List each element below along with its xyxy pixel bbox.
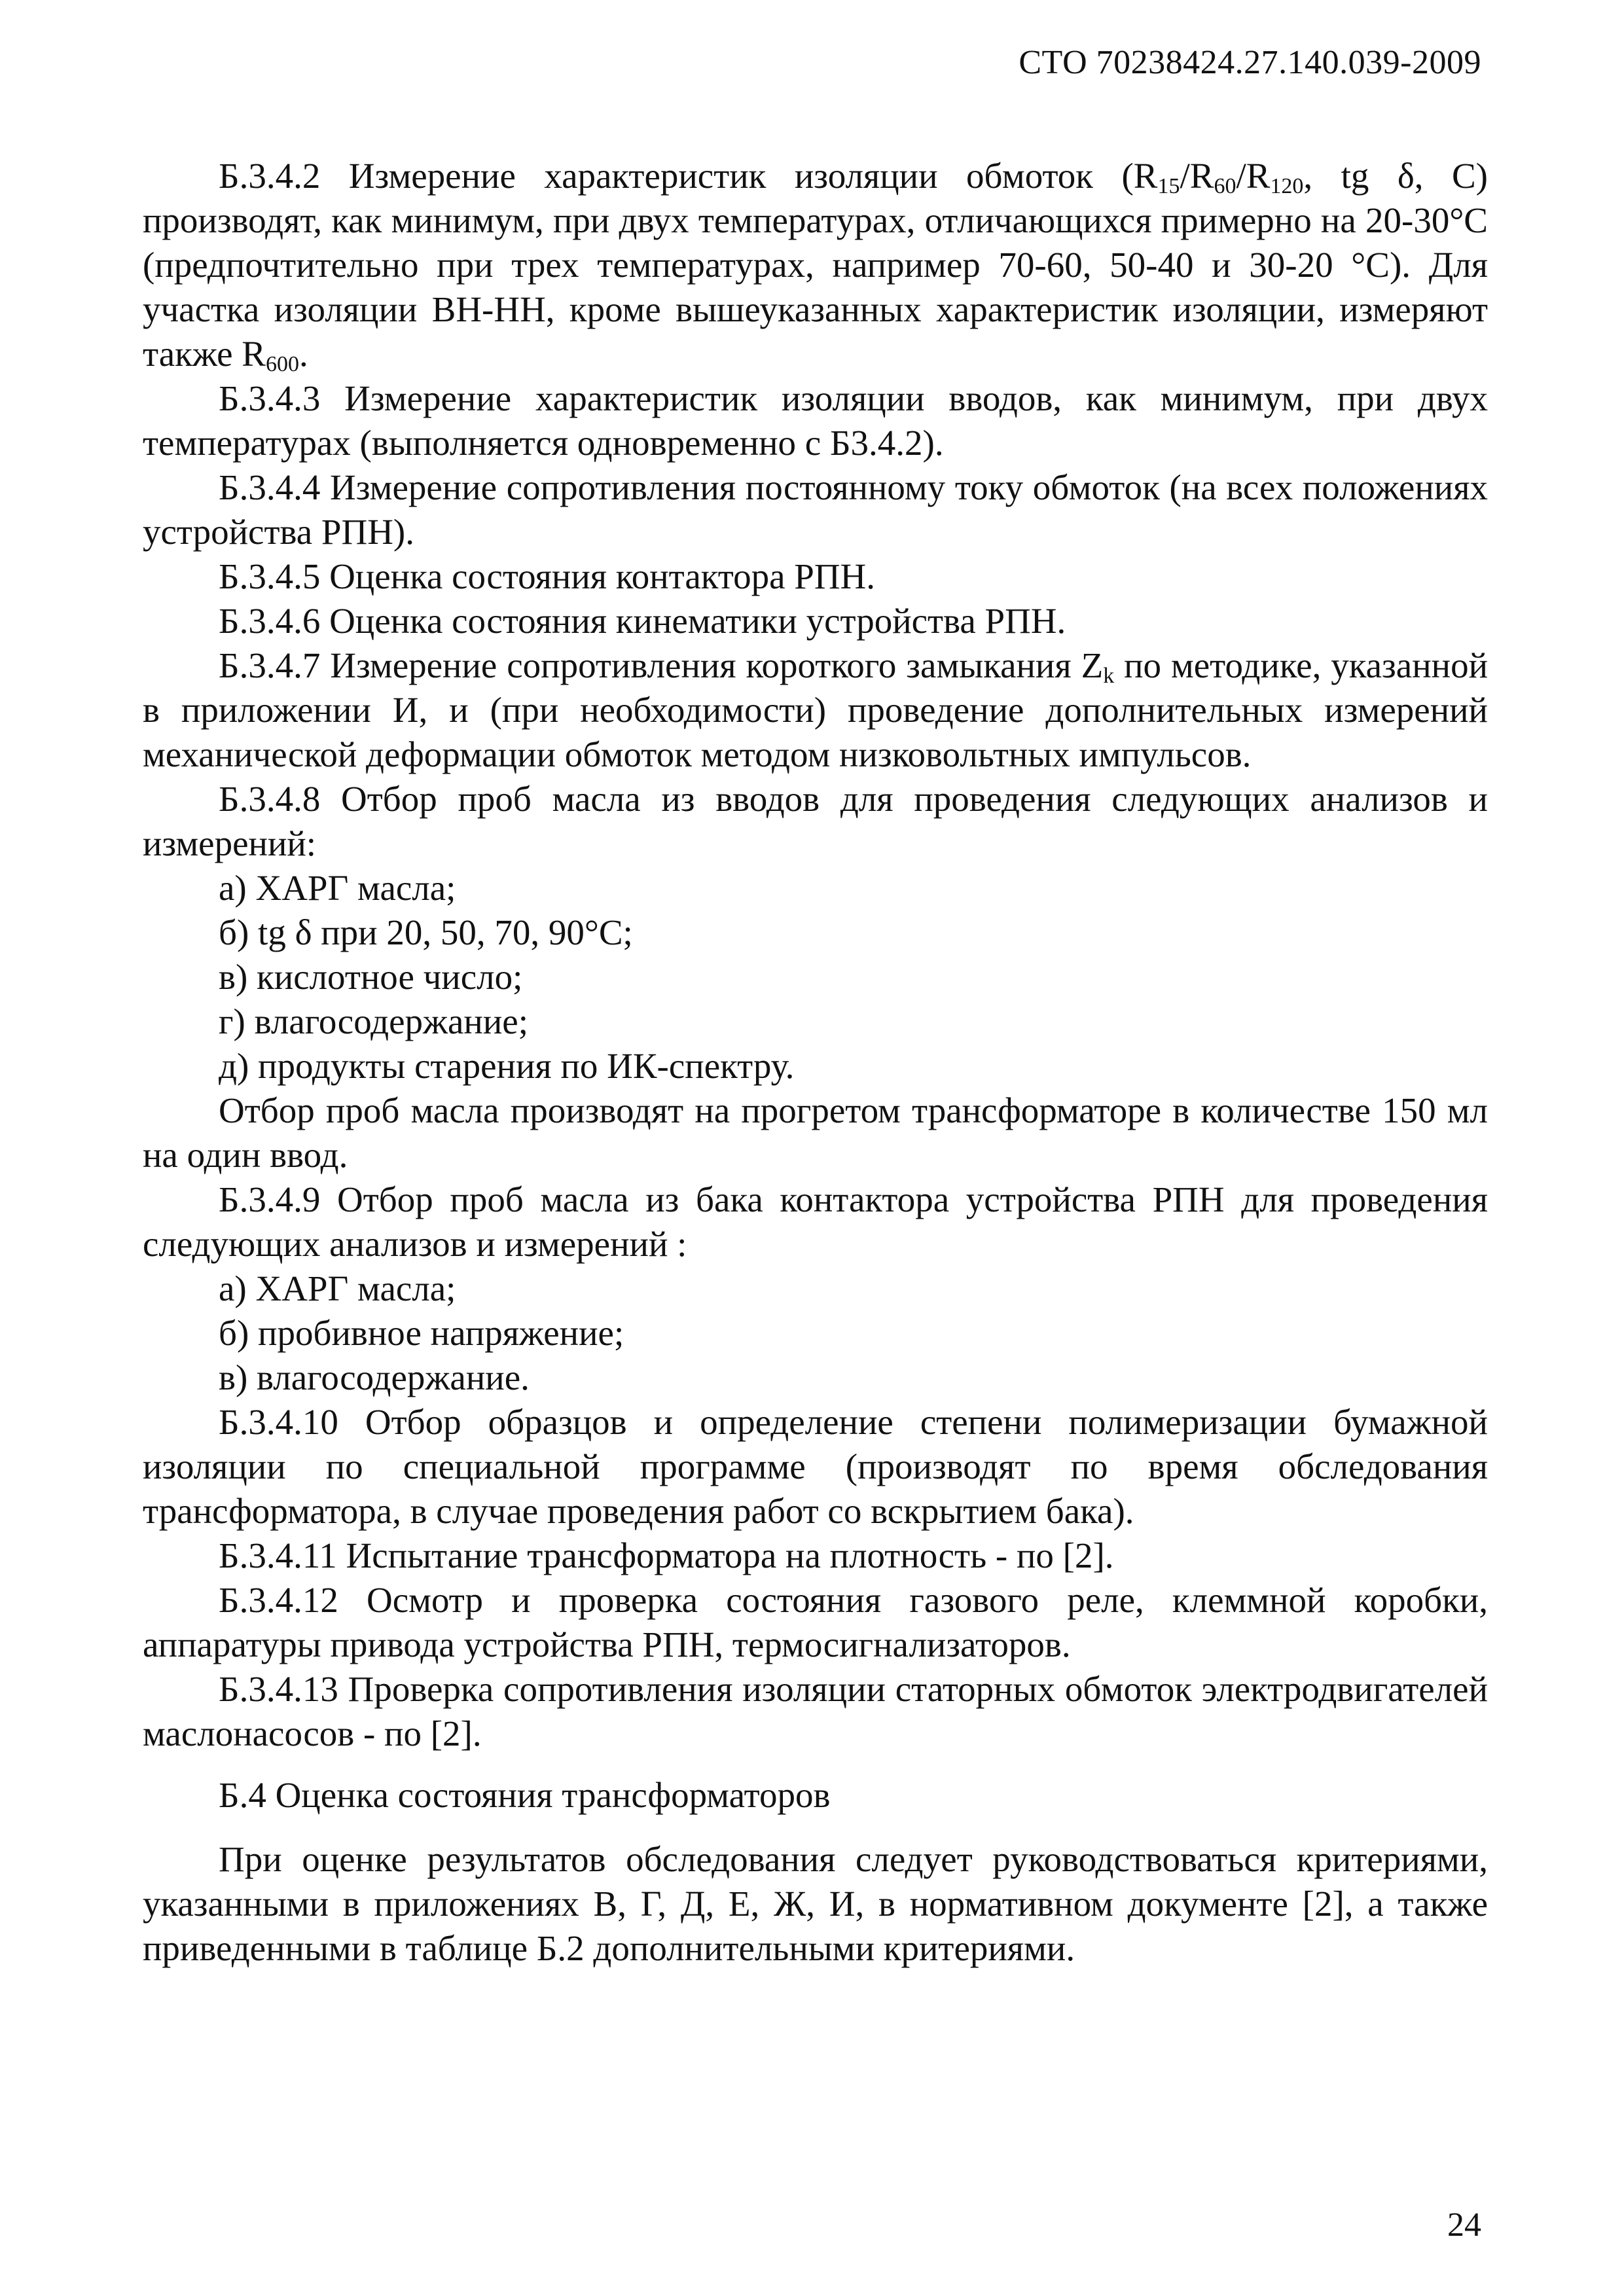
list-item: в) кислотное число; <box>219 957 523 997</box>
paragraph-b3410: Б.3.4.10 Отбор образцов и определение степени полимеризации бумажной изоляции по специальной программе (производят по время обследования трансформатора, в случае проведения работ со вскрытием бака). <box>143 1402 1488 1531</box>
list-item: б) tg δ при 20, 50, 70, 90°С; <box>219 912 633 952</box>
paragraph-b3413: Б.3.4.13 Проверка сопротивления изоляции статорных обмоток электродвигателей маслонасосов - по [2]. <box>143 1669 1488 1753</box>
paragraph-b347: Б.3.4.7 Измерение сопротивления короткого замыкания $Z_k$ по методике, указанной в приложении И, и (при необходимости) проведение дополнительных измерений механической деформации обмоток методом низковольтных импульсов. <box>143 645 1488 774</box>
paragraph-b343: Б.3.4.3 Измерение характеристик изоляции вводов, как минимум, при двух температурах (выполняется одновременно с Б3.4.2). <box>143 378 1488 463</box>
paragraph-b3412: Б.3.4.12 Осмотр и проверка состояния газового реле, клеммной коробки, аппаратуры привода устройства РПН, термосигнализаторов. <box>143 1580 1488 1664</box>
list-item: г) влагосодержание; <box>219 1001 528 1041</box>
section-heading-b4: Б.4 Оценка состояния трансформаторов <box>219 1775 831 1815</box>
paragraph-b346: Б.3.4.6 Оценка состояния кинематики устройства РПН. <box>219 601 1066 641</box>
list-item: а) ХАРГ масла; <box>219 1268 456 1308</box>
list-item: д) продукты старения по ИК-спектру. <box>219 1046 795 1086</box>
paragraph-b349: Б.3.4.9 Отбор проб масла из бака контактора устройства РПН для проведения следующих анализов и измерений : <box>143 1179 1488 1264</box>
list-item: б) пробивное напряжение; <box>219 1313 624 1353</box>
list-item: в) влагосодержание. <box>219 1357 530 1397</box>
document-body <box>143 154 1488 1971</box>
paragraph-b348: Б.3.4.8 Отбор проб масла из вводов для проведения следующих анализов и измерений: <box>143 779 1488 863</box>
paragraph-assessment: При оценке результатов обследования следует руководствоваться критериями, указанными в приложениях В, Г, Д, Е, Ж, И, в нормативном документе [2], а также приведенными в таблице Б.2 дополнительными критериями. <box>143 1839 1488 1968</box>
list-item: а) ХАРГ масла; <box>219 868 456 908</box>
paragraph-b342: Б.3.4.2 Измерение характеристик изоляции обмоток ($R_{15}/R_{60}/R_{120}$, tg δ, C) производят, как минимум, при двух температурах, отличающихся примерно на 20-30°С (предпочтительно при трех температурах, например 70-60, 50-40 и 30-20 °С). Для участка изоляции ВН-НН, кроме вышеуказанных характеристик изоляции, измеряют также $R_{600}$. <box>143 156 1488 376</box>
paragraph-b3411: Б.3.4.11 Испытание трансформатора на плотность - по [2]. <box>219 1535 1114 1575</box>
paragraph-b345: Б.3.4.5 Оценка состояния контактора РПН. <box>219 556 876 596</box>
page-number: 24 <box>1447 2206 1481 2244</box>
document-code-header: СТО 70238424.27.140.039-2009 <box>1019 44 1481 81</box>
paragraph-b344: Б.3.4.4 Измерение сопротивления постоянному току обмоток (на всех положениях устройства РПН). <box>143 467 1488 552</box>
paragraph-sampling-note: Отбор проб масла производят на прогретом трансформаторе в количестве 150 мл на один ввод. <box>143 1090 1488 1175</box>
